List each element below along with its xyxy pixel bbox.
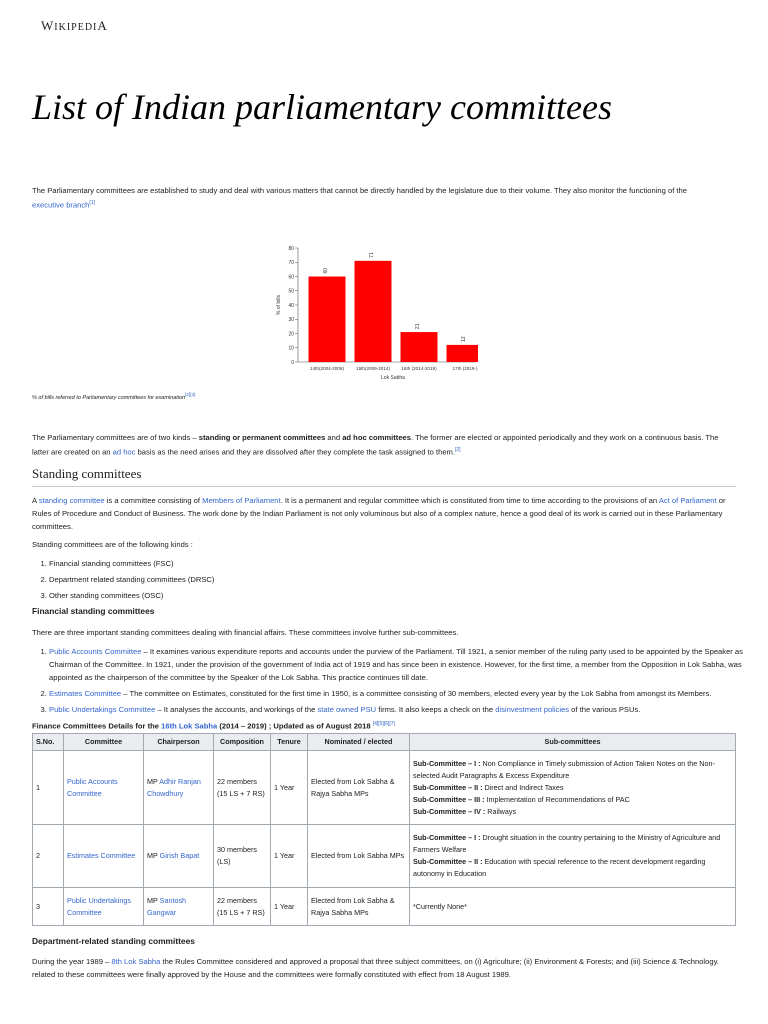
ad-hoc-link[interactable]: ad hoc (112, 447, 136, 457)
cell-composition: 22 members (15 LS + 7 RS) (214, 888, 271, 926)
table-header-row (33, 734, 736, 751)
chart-caption: % of bills referred to Parliamentary committees for examination[2][3] (32, 392, 196, 401)
cell-chairperson: MP Santosh Gangwar (144, 888, 214, 926)
bills-chart (268, 242, 478, 382)
list-item: 3. Public Undertakings Committee – It analyses the accounts, and workings of the state owned PSU firms. It also keeps a check on the disinvestment policies of the various PSUs. (49, 703, 749, 716)
cell-subcommittees: Sub-Committee – I : Non Compliance in Timely submission of Action Taken Notes on the Non-selected Audit Paragraphs & Excess Expenditure Sub-Committee – II : Direct and Indirect Taxes Sub-Committee – III : Implementation of Recommendations of PAC Sub-Committee – IV : Railways (410, 751, 736, 825)
cell-chairperson: MP Adhir Ranjan Chowdhury (144, 751, 214, 825)
column-header: Composition (214, 734, 271, 751)
16th-lok-sabha-link[interactable]: 16th Lok Sabha (161, 721, 218, 731)
state-owned-psu-link[interactable]: state owned PSU (317, 705, 377, 714)
executive-branch-link[interactable]: executive branch (32, 200, 90, 210)
cell-tenure: 1 Year (271, 888, 308, 926)
x-tick-label: 14th(2004-2009) (310, 366, 344, 371)
list-item: 1. Public Accounts Committee – It examines various expenditure reports and accounts under the purview of the Parliament. Till 1921, a senior member of the ruling party used to be appointed by the Speaker as Chairman of the Committee. In 1921, under the provision of the government of India act of 1919 and has since been in existence. However, for the first time, a member from the Opposition in Lok Sabha, was appointed as the chairperson of the committee by the Speaker of the Lok Sabha. This practice continues till date. (49, 645, 749, 684)
data-label: 71 (369, 252, 375, 258)
committee-link[interactable]: Public Undertakings Committee (67, 895, 131, 917)
reference-link[interactable]: [4][5][6][7] (372, 721, 395, 727)
y-tick-label: 40 (288, 302, 294, 309)
x-tick-label: 16th (2014-2019) (401, 366, 437, 371)
standing-committee-link[interactable]: standing committee (38, 496, 105, 505)
y-tick-label: 50 (288, 288, 294, 295)
cell-tenure: 1 Year (271, 825, 308, 888)
public-undertakings-committee-link[interactable]: Public Undertakings Committee (49, 705, 156, 714)
table-row (33, 888, 736, 926)
8th-lok-sabha-link[interactable]: 8th Lok Sabha (111, 957, 161, 966)
reference-link[interactable]: [2][3] (185, 392, 196, 397)
committee-link[interactable]: Estimates Committee (67, 851, 136, 860)
chairperson-link[interactable]: Girish Bapat (159, 851, 200, 860)
cell-chairperson: MP Girish Bapat (144, 825, 214, 888)
subsection-heading-department: Department-related standing committees (32, 936, 195, 946)
kinds-list (32, 557, 749, 605)
y-tick-label: 60 (288, 274, 294, 281)
table-row (33, 751, 736, 825)
bar (447, 345, 479, 362)
cell-sno: 3 (33, 888, 64, 926)
section-heading-standing: Standing committees (32, 466, 736, 487)
kinds-paragraph: The Parliamentary committees are of two kinds – standing or permanent committees and ad hoc committees. The former are elected or appointed periodically and they work on a continuous basis. The latter are created on an ad hoc basis as the need arises and they are dissolved after they complete the task assigned to them.[2] (32, 433, 719, 457)
bar (355, 261, 392, 362)
estimates-committee-link[interactable]: Estimates Committee (49, 689, 122, 698)
y-axis-label: % of bills (276, 294, 282, 316)
cell-sno: 1 (33, 751, 64, 825)
y-tick-label: 80 (288, 245, 294, 252)
disinvestment-policies-link[interactable]: disinvestment policies (495, 705, 570, 714)
bar (309, 277, 346, 363)
finance-committees-table (32, 733, 736, 926)
cell-tenure: 1 Year (271, 751, 308, 825)
department-paragraph: During the year 1989 – 8th Lok Sabha the Rules Committee considered and approved a proposal that three subject committees, on (i) Agriculture; (ii) Environment & Forests; and (iii) Science & Technology. related to these committees were finally approved by the House and the committees were formally constituted with effect from 18 August 1989. (32, 957, 719, 979)
data-label: 12 (461, 336, 467, 342)
subsection-heading-financial: Financial standing committees (32, 606, 155, 616)
column-header: Sub-committees (410, 734, 736, 751)
y-tick-label: 70 (288, 260, 294, 267)
act-of-parliament-link[interactable]: Act of Parliament (658, 496, 717, 505)
table-caption: Finance Committees Details for the 16th Lok Sabha (2014 – 2019) ; Updated as of August 2018 [4][5][6][7] (32, 721, 395, 731)
cell-nominated: Elected from Lok Sabha MPs (308, 825, 410, 888)
list-item: 2. Estimates Committee – The committee on Estimates, constituted for the first time in 1950, is a committee consisting of 30 members, elected every year by the Lok Sabha from amongst its Members. (49, 687, 749, 700)
committee-link[interactable]: Public Accounts Committee (67, 776, 118, 798)
list-item: 3. Other standing committees (OSC) (49, 589, 749, 602)
standing-paragraph: A standing committee is a committee consisting of Members of Parliament. It is a permanent and regular committee which is constituted from time to time according to the provisions of an Act of Parliament or Rules of Procedure and Conduct of Business. The work done by the Indian Parliament is not only voluminous but also of a complex nature, hence a good deal of its work is carried out in these Parliamentary committees. (32, 496, 726, 531)
column-header: Chairperson (144, 734, 214, 751)
cell-committee (64, 825, 144, 888)
reference-link[interactable]: [1] (89, 200, 95, 206)
bar (401, 332, 438, 362)
financial-intro: There are three important standing committees dealing with financial affairs. These committees involve further sub-committees. (32, 628, 459, 637)
intro-paragraph: The Parliamentary committees are established to study and deal with various matters that cannot be directly handled by the legislature due to their volume. They also monitor the functioning of the executive branch[1] (32, 186, 687, 210)
list-item: 2. Department related standing committees (DRSC) (49, 573, 749, 586)
y-tick-label: 0 (291, 359, 294, 366)
cell-committee (64, 888, 144, 926)
cell-subcommittees: *Currently None* (410, 888, 736, 926)
cell-nominated: Elected from Lok Sabha & Rajya Sabha MPs (308, 888, 410, 926)
cell-composition: 30 members (LS) (214, 825, 271, 888)
y-tick-label: 20 (288, 331, 294, 338)
column-header: S.No. (33, 734, 64, 751)
financial-list (32, 645, 749, 719)
wikipedia-wordmark[interactable]: WIKIPEDIA (41, 18, 108, 33)
cell-sno: 2 (33, 825, 64, 888)
x-tick-label: 15th(2009-2014) (356, 366, 390, 371)
y-tick-label: 30 (288, 317, 294, 324)
members-of-parliament-link[interactable]: Members of Parliament (202, 496, 281, 505)
public-accounts-committee-link[interactable]: Public Accounts Committee (49, 647, 142, 656)
data-label: 21 (415, 323, 421, 330)
data-label: 60 (323, 267, 329, 274)
reference-link[interactable]: [2] (455, 447, 461, 453)
chairperson-link[interactable]: Adhir Ranjan Chowdhury (147, 776, 201, 798)
table-row (33, 825, 736, 888)
page-title: List of Indian parliamentary committees (32, 87, 612, 127)
y-tick-label: 10 (288, 345, 294, 352)
cell-committee (64, 751, 144, 825)
kinds-intro: Standing committees are of the following kinds : (32, 540, 193, 549)
column-header: Committee (64, 734, 144, 751)
chairperson-link[interactable]: Santosh Gangwar (147, 895, 187, 917)
list-item: 1. Financial standing committees (FSC) (49, 557, 749, 570)
x-axis-label: Lok Sabha (381, 375, 405, 381)
cell-composition: 22 members (15 LS + 7 RS) (214, 751, 271, 825)
cell-nominated: Elected from Lok Sabha & Rajya Sabha MPs (308, 751, 410, 825)
column-header: Tenure (271, 734, 308, 751)
x-tick-label: 17th (2019-) (452, 366, 478, 371)
column-header: Nominated / elected (308, 734, 410, 751)
cell-subcommittees: Sub-Committee – I : Drought situation in the country pertaining to the Ministry of Agriculture and Farmers Welfare Sub-Committee – II : Education with special reference to the recent development regarding autonomy in Education (410, 825, 736, 888)
